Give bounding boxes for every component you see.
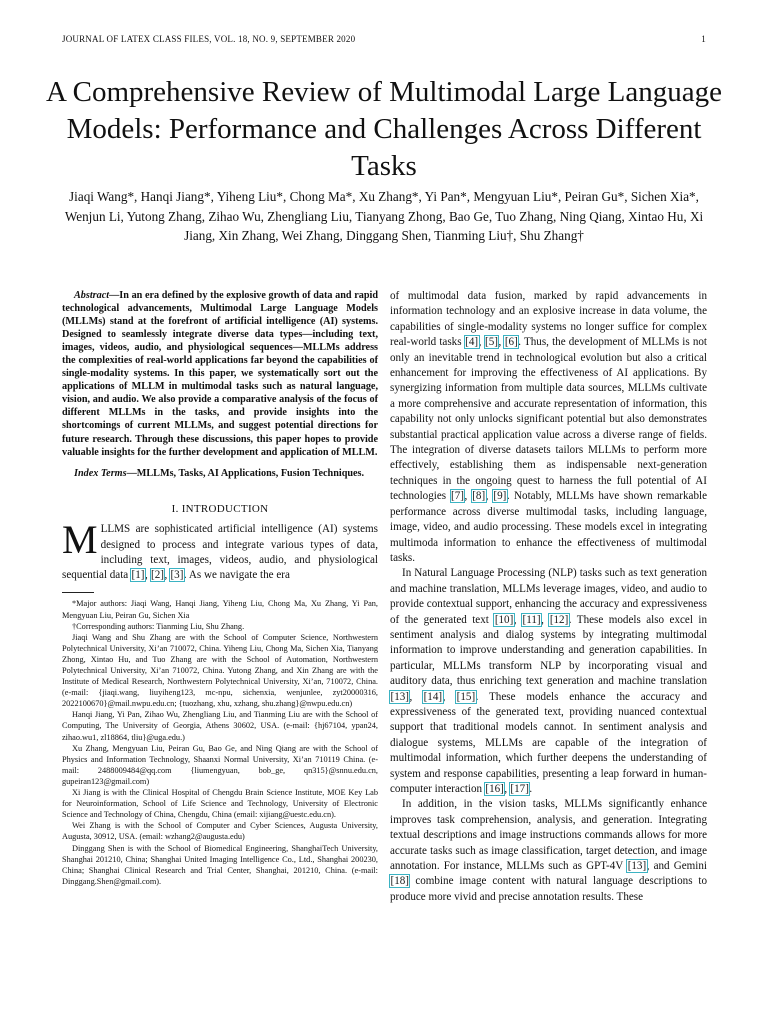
intro-text-end: . As we navigate the era xyxy=(183,569,290,582)
citation-link[interactable]: [1] xyxy=(131,569,145,582)
body-text: . Thus, the development of MLLMs is not only an inevitable trend in technological evolution but also a critical enhancement for improving the effectiveness of AI applications. By synergizing information from multiple data sources, MLLMs cultivate a more comprehensive and accurate representation of information, this capability not only unlocks significant potential but also demonstrates substantial practical application value across a diverse range of fields. The integration of diverse datasets tailors MLLMs to perform more effectively, establishing them as indispensable next-generation techniques in the ongoing quest to harness the full potential of AI technologies xyxy=(390,336,708,503)
journal-header: JOURNAL OF LATEX CLASS FILES, VOL. 18, NO. 9, SEPTEMBER 2020 xyxy=(62,34,356,44)
index-terms-text: —MLLMs, Tasks, AI Applications, Fusion Techniques. xyxy=(126,467,365,479)
right-column xyxy=(390,289,707,905)
footnote: *Major authors: Jiaqi Wang, Hanqi Jiang, Yiheng Liu, Chong Ma, Xu Zhang, Yi Pan, Mengyuan Liu, Peiran Gu, Sichen Xia xyxy=(62,599,378,620)
citation-link[interactable]: [8] xyxy=(472,490,486,503)
abstract xyxy=(62,289,378,459)
author-list: Jiaqi Wang*, Hanqi Jiang*, Yiheng Liu*, Chong Ma*, Xu Zhang*, Yi Pan*, Mengyuan Liu*, Peiran Gu*, Sichen Xia*, Wenjun Li, Yutong Zhang, Zihao Wu, Zhengliang Liu, Tianyang Zhong, Bao Ge, Tuo Zhang, Ning Qiang, Xintao Hu, Xi Jiang, Xin Zhang, Wei Zhang, Dinggang Shen, Tianming Liu†, Shu Zhang† xyxy=(64,189,704,243)
page-number: 1 xyxy=(701,34,706,44)
citation-link[interactable]: [18] xyxy=(390,875,409,888)
intro-text: LLMS are sophisticated artificial intelligence (AI) systems designed to process and integrate various types of data, including text, images, videos, audio, and physiological sequential data xyxy=(62,523,378,582)
body-text: . xyxy=(529,783,533,795)
body-text: . These models enhance the accuracy and expressiveness of the generated text, providing nuanced contextual support that traditional models cannot. In sentiment analysis and dialogue systems, MLLMs are capable of the integration of multimodal information, which further deepens the understanding of system and response capabilities, presenting a leap forward in human-computer interaction xyxy=(390,690,707,795)
left-column xyxy=(62,289,378,887)
index-terms-label: Index Terms xyxy=(74,467,127,479)
citation-link[interactable]: [16] xyxy=(485,783,504,795)
citation-link[interactable]: [5] xyxy=(485,336,498,349)
section-number: I. xyxy=(171,502,179,515)
body-text: combine image content with natural language descriptions to produce more vivid and precise annotation results. These xyxy=(390,875,707,903)
citation-link[interactable]: [12] xyxy=(549,613,569,626)
citation-link[interactable]: [6] xyxy=(504,336,518,349)
footnote: Xu Zhang, Mengyuan Liu, Peiran Gu, Bao Ge, and Ning Qiang are with the School of Physics and Information Technology, Shaanxi Normal University, Xi’an 710119 China. (e-mail: 2488009484@qq.com {liumengyuan, bob_ge, qn315}@snnu.edu.cn, gupeiran123@gmail.com) xyxy=(62,743,378,786)
citation-link[interactable]: [17] xyxy=(510,783,529,795)
body-paragraph: In Natural Language Processing (NLP) tasks such as text generation and machine translation, MLLMs leverage images, video, and audio to provide contextual support, enhancing the accuracy and expressiveness of the generated text [10], [11], [12]. These models also excel in sentiment analysis and dialog systems by integrating multimodal information to improve understanding and generation capabilities. In particular, MLLMs transform NLP by incorporating visual and auditory data, thus enriching text generation and machine translation [13], [14], [15]. These models enhance the accuracy and expressiveness of the generated text, providing nuanced contextual support that traditional models cannot. In sentiment analysis and dialogue systems, MLLMs are capable of the integration of multimodal information, which further deepens the understanding of system and response capabilities, presenting a leap forward in human-computer interaction [16], [17]. xyxy=(390,567,708,795)
body-text: of multimodal data fusion, marked by rapid advancements in information technology and an explosive increase in data volume, the capabilities of single-modality systems no longer suffice for complex real-world tasks xyxy=(390,290,707,349)
body-text: . Notably, MLLMs have shown remarkable performance across diverse multimodal tasks, including language, image, video, and audio processing. These models excel in integrating multimoda information to enhance the effectiveness of multimodal tasks. xyxy=(390,490,708,564)
running-header xyxy=(62,34,706,44)
citation-link[interactable]: [2] xyxy=(151,569,164,582)
body-paragraph: of multimodal data fusion, marked by rapid advancements in information technology and an explosive increase in data volume, the capabilities of single-modality systems no longer suffice for complex real-world tasks [4], [5], [6]. Thus, the development of MLLMs is not only an inevitable trend in technological evolution but also a critical enhancement for improving the effectiveness of AI applications. By synergizing information from multiple data sources, MLLMs cultivate a more comprehensive and accurate representation of information, this capability not only unlocks significant potential but also demonstrates substantial practical application value across a diverse range of fields. The integration of diverse datasets tailors MLLMs to perform more effectively, establishing them as indispensable next-generation techniques in the ongoing quest to harness the full potential of AI technologies [7], [8], [9]. Notably, MLLMs have shown remarkable performance across diverse multimodal tasks, including language, image, video, and audio processing. These models excel in integrating multimoda information to enhance the effectiveness of multimodal tasks. xyxy=(390,290,708,564)
citation-link[interactable]: [14] xyxy=(423,690,443,703)
section-title: INTRODUCTION xyxy=(181,502,269,515)
citation-link[interactable]: [11] xyxy=(522,613,541,626)
paper-title: A Comprehensive Review of Multimodal Large Language Models: Performance and Challenges Across Different Tasks xyxy=(46,76,722,182)
intro-paragraph: MLLMS are sophisticated artificial intelligence (AI) systems designed to process and integrate various types of data, including text, images, videos, audio, and physiological sequential data [1], [2], [3]. As we navigate the era xyxy=(62,517,378,582)
dropcap-letter: M xyxy=(62,517,98,563)
citation-link[interactable]: [9] xyxy=(493,490,507,503)
citation-link[interactable]: [3] xyxy=(170,569,184,582)
section-heading xyxy=(62,502,378,517)
footnote: Hanqi Jiang, Yi Pan, Zihao Wu, Zhengliang Liu, and Tianming Liu are with the School of Computing, The University of Georgia, Athens 30602, USA. (e-mail: {hj67104, ypan24, zihao.wu1, zl18864, tliu}@uga.edu.) xyxy=(62,710,378,742)
footnote: Jiaqi Wang and Shu Zhang are with the School of Computer Science, Northwestern Polytechnical University, Xi’an 710072, China. Yiheng Liu, Chong Ma, Sichen Xia, Tianyang Zhong, Xintao Hu, and Tuo Zhang are with the School of Automation, Northwestern Polytechnical University, Xi’an 710072, China. Yutong Zhang, and Xin Zhang are with the Institute of Medical Research, Northwestern Polytechnical University, Xi’an, 710072, China. (e-mail: {jiaqi.wang, liuyiheng123, mc-npu, sichenxia, wenjunlee, zyt20000316, 2022100670}@mail.nwpu.edu.cn; {tuozhang, xhu, xzhang, shu.zhang}@nwpu.edu.cn) xyxy=(62,632,378,709)
body-text: . These models also excel in sentiment analysis and dialog systems by integrating multimodal information to improve understanding and generation capabilities. In particular, MLLMs transform NLP by incorporating visual and auditory data, thus enriching text generation and machine translation xyxy=(390,613,708,688)
citation-link[interactable]: [7] xyxy=(451,490,464,503)
citation-link[interactable]: [13] xyxy=(627,860,647,873)
footnote: Dinggang Shen is with the School of Biomedical Engineering, ShanghaiTech University, Shanghai 201210, China; Shanghai United Imaging Intelligence Co., Ltd., Shanghai 200230, China; Shanghai Clinical Research and Trial Center, Shanghai, 201210, China. (e-mail: Dinggang.Shen@gmail.com). xyxy=(62,843,378,886)
body-text: In Natural Language Processing (NLP) tasks such as text generation and machine translation, MLLMs leverage images, video, and audio to provide contextual support, enhancing the accuracy and expressiveness of the generated text xyxy=(390,567,707,626)
body-text: , and Gemini xyxy=(646,860,707,873)
citation-link[interactable]: [13] xyxy=(390,690,409,703)
footnote-divider xyxy=(62,592,94,593)
abstract-label: Abstract xyxy=(74,290,110,301)
footnote: †Corresponding authors: Tianming Liu, Shu Zhang. xyxy=(72,621,245,631)
abstract-text: —In an era defined by the explosive growth of data and rapid technological advancements, Multimodal Large Language Models (MLLMs) stand at the forefront of artificial intelligence (AI) systems. Designed to seamlessly integrate diverse data types—including text, images, videos, audio, and physiological sequences—MLLMs address the complexities of real-world applications far beyond the capabilities of single-modality systems. In this paper, we systematically sort out the applications of MLLM in multimodal tasks such as natural language, vision, and audio. We also provide a comparative analysis of the focus of different MLLMs in the tasks, and provide insights into the shortcomings of current MLLMs, and suggest potential directions for future research. Through these discussions, this paper hopes to provide valuable insights for the further development and application of MLLM. xyxy=(62,290,378,458)
citation-link[interactable]: [15] xyxy=(456,690,476,703)
citation-link[interactable]: [10] xyxy=(494,613,514,626)
footnote: Xi Jiang is with the Clinical Hospital of Chengdu Brain Science Institute, MOE Key Lab for Neuroinformation, School of Life Science and Technology, University of Electronic Science and Technology of China, Chengdu, China (email: xijiang@uestc.edu.cn). xyxy=(62,788,378,820)
body-paragraph xyxy=(390,797,707,905)
body-text: In addition, in the vision tasks, MLLMs significantly enhance improves task comprehension, analysis, and generation. Integrating textual descriptions and image instructions commands allows for more accurate tasks such as image classification, target detection, and image annotation. For instance, MLLMs such as GPT-4V xyxy=(390,798,707,873)
footnotes xyxy=(62,598,378,886)
citation-link[interactable]: [4] xyxy=(465,336,479,349)
index-terms xyxy=(62,467,378,480)
footnote: Wei Zhang is with the School of Computer and Cyber Sciences, Augusta University, Augusta, 30912, USA. (email: wzhang2@augusta.edu) xyxy=(62,821,378,842)
